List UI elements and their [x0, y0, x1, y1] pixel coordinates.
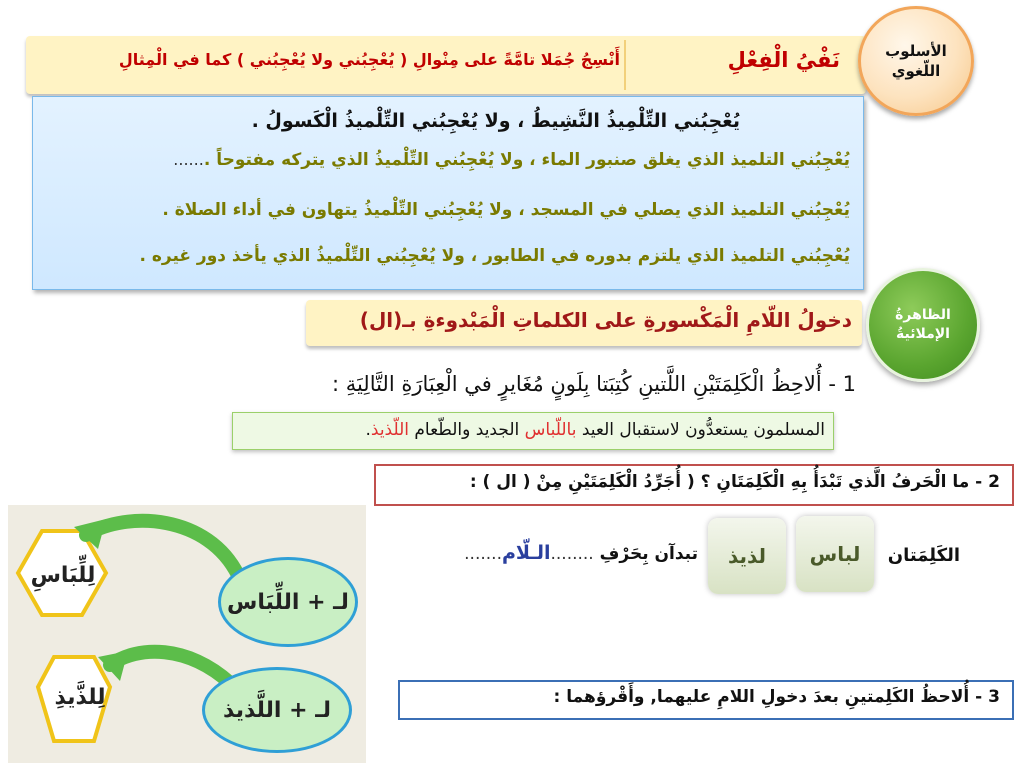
section1-instruction: أَنْسِجُ جُمَلا تامَّةً على مِنْوالِ ( يُعْجِبُني ولا يُعْجِبُني ) كما في الْمِثالِ: [118, 50, 620, 69]
q1-highlight-ladhidh: اللّذيذ: [370, 420, 409, 440]
q1-sentence-part1: المسلمون يستعدُّون لاستقبال العيد: [576, 420, 825, 440]
pentagon-top-text: لِلِّبَاسِ: [30, 563, 96, 588]
answer-row-3: [28, 246, 850, 266]
spelling-badge: [866, 268, 980, 382]
answer-row-2: [40, 200, 850, 220]
q2-word-label: الكَلِمَتان: [887, 545, 960, 566]
word-card-libas-text: لباس: [809, 542, 861, 566]
letter-diagram: [8, 505, 366, 763]
q2-dots-before: ........: [550, 544, 594, 564]
oval-ladhidh: [202, 667, 352, 753]
word-card-libas: [796, 516, 874, 592]
q1-sentence: [365, 420, 825, 440]
q1-sentence-end: .: [365, 420, 371, 440]
style-badge: [858, 6, 974, 116]
q2-begin-row: [396, 542, 698, 564]
oval-libas-text: لـ + اللِّبَاس: [227, 589, 349, 615]
q1-sentence-part2: الجديد والطّعام: [409, 420, 525, 440]
answer-1: يُعْجِبُني التلميذ الذي يغلق صنبور الماء ، ولا يُعْجِبُني التِّلْميذُ الذي يتركه مفتوحاً .: [203, 150, 850, 170]
answer-3: يُعْجِبُني التلميذ الذي يلتزم بدوره في الطابور ، ولا يُعْجِبُني التِّلْميذُ الذي يأخذ دور غيره .: [139, 246, 850, 266]
style-badge-label: الأسلوب اللّغوي: [885, 41, 947, 80]
section1-title: نَفْيُ الْفِعْلِ: [727, 48, 840, 72]
pentagon-bottom-text: لِلذَّيذِ: [54, 685, 106, 710]
answer-2: يُعْجِبُني التلميذ الذي يصلي في المسجد ، ولا يُعْجِبُني التِّلْميذُ يتهاون في أداء الصلاة .: [162, 200, 850, 220]
section1-banner-divider: [624, 40, 626, 90]
question-3: 3 - أُلاحظُ الكَلِمتينِ بعدَ دخولِ اللامِ عليهما, وأَقْرؤهما :: [553, 687, 1000, 707]
oval-libas: [218, 557, 358, 647]
q2-begin-text: تبدآن بِحَرْفِ: [599, 544, 698, 564]
section2-title: دخولُ اللّامِ الْمَكْسورةِ على الكلماتِ الْمَبْدوءةِ بـ(ال): [359, 308, 852, 332]
answer-row-1: [40, 150, 850, 170]
spelling-badge-label: الظاهرةُ الإملائيةُ: [895, 307, 951, 342]
question-1: 1 - أُلاحِظُ الْكَلِمَتَيْنِ اللَّتينِ كُتِبَتا بِلَونٍ مُغَايرٍ في الْعِبَارَةِ التَّالِيَةِ :: [331, 372, 856, 396]
q1-sentence-box: [232, 412, 834, 450]
answer-1-dots: ......: [173, 150, 204, 169]
word-card-ladhidh-text: لذيذ: [727, 544, 767, 568]
q2-answer: الـلّام: [501, 542, 551, 564]
example-sentence: يُعْجِبُني التِّلْمِيذُ النَّشِيطُ ، ولا يُعْجِبُني التِّلْميذُ الْكَسولُ .: [251, 110, 740, 132]
question-2: 2 - ما الْحَرفُ الَّذي تَبْدَأُ بِهِ الْكَلِمَتَانِ ؟ ( أُجَرِّدُ الْكَلِمَتَيْنِ مِنْ ( ال ) :: [469, 472, 1000, 492]
q1-highlight-libas: باللّباس: [524, 420, 577, 440]
word-card-ladhidh: [708, 518, 786, 594]
oval-ladhidh-text: لـ + اللَّذيذ: [223, 697, 331, 723]
arrow-top: [86, 521, 238, 575]
q2-dots-after: .......: [464, 544, 502, 564]
arrow-bottom: [110, 652, 230, 683]
